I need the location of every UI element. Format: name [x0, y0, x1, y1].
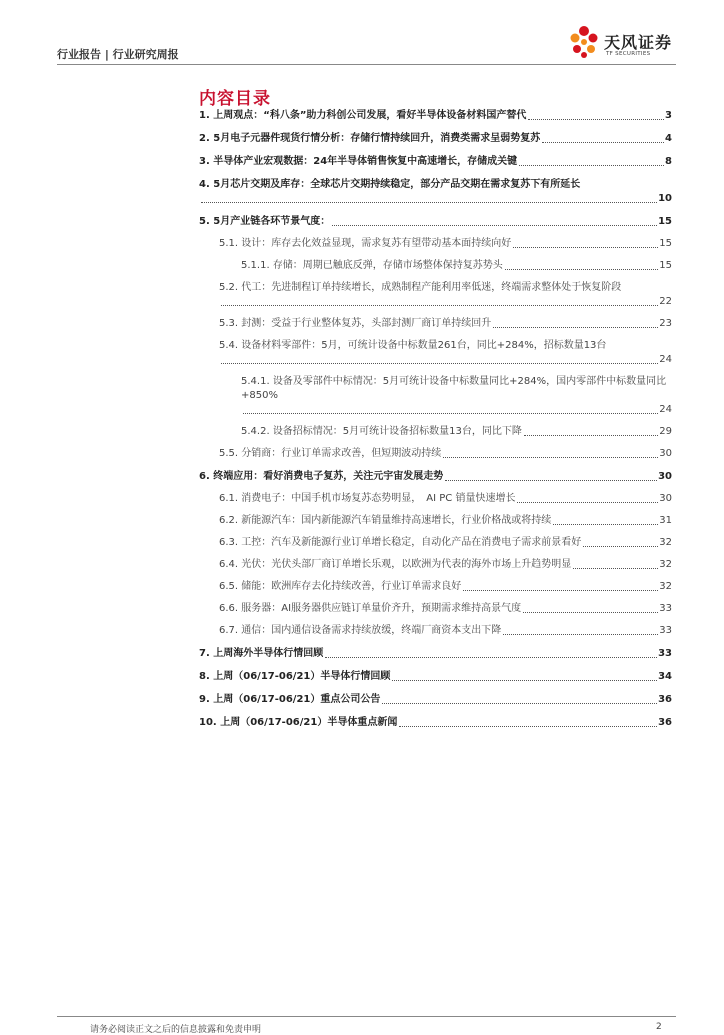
- toc-entry-page: 15: [658, 216, 672, 227]
- toc-entry-title: 5月芯片交期及库存：全球芯片交期持续稳定，部分产品交期在需求复苏下有所延长: [213, 179, 581, 190]
- toc-entry-title: 上周海外半导体行情回顾: [213, 648, 324, 659]
- toc-entry-title: 半导体产业宏观数据：24年半导体销售恢复中高速增长，存储成关键: [213, 156, 518, 167]
- toc-entry-title: 存储：周期已触底反弹，存储市场整体保持复苏势头: [272, 260, 503, 271]
- toc-entry-number: 10.: [199, 717, 217, 728]
- toc-entry-number: 5.4.2.: [241, 426, 270, 437]
- toc-entry[interactable]: [199, 624, 672, 638]
- toc-entry-number: 5.2.: [219, 282, 239, 293]
- toc-entry-page: 30: [658, 471, 672, 482]
- toc-entry-title: 上周（06/17-06/21）半导体重点新闻: [220, 717, 398, 728]
- toc-dot-leader: [542, 142, 664, 143]
- toc-dot-leader: [528, 119, 664, 120]
- toc-entry-page: 8: [665, 156, 672, 167]
- toc-dot-leader: [503, 634, 658, 635]
- toc-dot-leader: [443, 457, 658, 458]
- toc-entry-page: 36: [658, 717, 672, 728]
- toc-entry-page: 22: [659, 296, 672, 307]
- toc-entry-number: 6.2.: [219, 515, 239, 526]
- toc-entry-page: 32: [659, 537, 672, 548]
- toc-entry-number: 5.4.1.: [241, 376, 270, 387]
- toc-entry[interactable]: [199, 536, 672, 550]
- toc-dot-leader: [493, 327, 658, 328]
- toc-dot-leader: [463, 590, 658, 591]
- toc-entry-title: 设备材料零部件：5月，可统计设备中标数量261台，同比+284%，招标数量13台: [241, 340, 607, 351]
- toc-entry-page: 10: [658, 193, 672, 204]
- toc-dot-leader: [519, 165, 664, 166]
- toc-dot-leader: [505, 269, 658, 270]
- toc-entry[interactable]: [199, 514, 672, 528]
- toc-entry[interactable]: [199, 259, 672, 273]
- toc-dot-leader: [325, 657, 657, 658]
- footer-disclaimer: 请务必阅读正文之后的信息披露和免责申明: [90, 1025, 262, 1035]
- toc-entry-title: 储能：欧洲库存去化持续改善，行业订单需求良好: [241, 581, 462, 592]
- toc-entry-page: 33: [659, 625, 672, 636]
- toc-entry-page: 33: [659, 603, 672, 614]
- toc-dot-leader: [553, 524, 658, 525]
- toc-entry[interactable]: [199, 281, 672, 309]
- toc-entry-title: 5月产业链各环节景气度：: [213, 216, 331, 227]
- toc-entry[interactable]: [199, 602, 672, 616]
- toc-entry-page: 15: [659, 238, 672, 249]
- toc-entry[interactable]: [199, 716, 672, 730]
- toc-entry[interactable]: [199, 647, 672, 661]
- toc-entry[interactable]: [199, 109, 672, 123]
- toc-entry-number: 4.: [199, 179, 210, 190]
- toc-entry-number: 8.: [199, 671, 210, 682]
- toc-entry-page: 23: [659, 318, 672, 329]
- toc-entry-title: 新能源汽车：国内新能源汽车销量维持高速增长，行业价格战或将持续: [241, 515, 552, 526]
- toc-heading: 内容目录: [199, 89, 271, 109]
- toc-entry-page: 4: [665, 133, 672, 144]
- toc-entry-number: 9.: [199, 694, 210, 705]
- toc-entry-page: 30: [659, 448, 672, 459]
- table-of-contents: [199, 109, 672, 730]
- toc-dot-leader: [583, 546, 658, 547]
- toc-entry-number: 5.1.1.: [241, 260, 270, 271]
- toc-dot-leader: [517, 502, 658, 503]
- toc-entry-title: 设备招标情况：5月可统计设备招标数量13台，同比下降: [272, 426, 522, 437]
- toc-entry-title: 5月电子元器件现货行情分析：存储行情持续回升，消费类需求呈弱势复苏: [213, 133, 541, 144]
- toc-entry-number: 6.4.: [219, 559, 239, 570]
- toc-entry-page: 24: [659, 404, 672, 415]
- toc-entry[interactable]: [199, 132, 672, 146]
- toc-entry[interactable]: [199, 375, 672, 417]
- toc-entry-title: 通信：国内通信设备需求持续放缓，终端厂商资本支出下降: [241, 625, 502, 636]
- toc-dot-leader: [382, 703, 657, 704]
- toc-entry-title: 设计：库存去化效益显现，需求复苏有望带动基本面持续向好: [241, 238, 512, 249]
- toc-dot-leader: [524, 435, 658, 436]
- toc-entry[interactable]: [199, 339, 672, 367]
- toc-entry[interactable]: [199, 492, 672, 506]
- toc-entry-number: 7.: [199, 648, 210, 659]
- toc-entry[interactable]: [199, 447, 672, 461]
- toc-entry-number: 3.: [199, 156, 210, 167]
- toc-entry-title: 工控：汽车及新能源行业订单增长稳定，自动化产品在消费电子需求前景看好: [241, 537, 582, 548]
- toc-entry-title: 分销商：行业订单需求改善，但短期波动持续: [241, 448, 442, 459]
- toc-entry[interactable]: [199, 470, 672, 484]
- toc-entry[interactable]: [199, 215, 672, 229]
- toc-dot-leader: [445, 480, 657, 481]
- toc-entry-number: 2.: [199, 133, 210, 144]
- toc-entry-number: 6.6.: [219, 603, 239, 614]
- footer-page-number: 2: [656, 1022, 662, 1032]
- toc-entry[interactable]: [199, 317, 672, 331]
- toc-entry-page: 32: [659, 581, 672, 592]
- logo-flower-icon: [566, 24, 602, 60]
- toc-dot-leader: [221, 305, 658, 306]
- toc-entry-title: 上周观点：“科八条”助力科创公司发展，看好半导体设备材料国产替代: [213, 110, 527, 121]
- toc-entry-title: 消费电子：中国手机市场复苏态势明显， AI PC 销量快速增长: [241, 493, 516, 504]
- toc-entry-number: 5.4.: [219, 340, 239, 351]
- toc-entry-page: 32: [659, 559, 672, 570]
- toc-entry-page: 34: [658, 671, 672, 682]
- toc-entry-page: 31: [659, 515, 672, 526]
- toc-entry-number: 5.5.: [219, 448, 239, 459]
- toc-dot-leader: [523, 612, 658, 613]
- toc-entry-page: 33: [658, 648, 672, 659]
- toc-entry-title: 设备及零部件中标情况：5月可统计设备中标数量同比+284%，国内零部件中标数量同比+850%: [241, 376, 667, 401]
- toc-entry-page: 3: [665, 110, 672, 121]
- toc-dot-leader: [201, 202, 657, 203]
- toc-entry-title: 封测：受益于行业整体复苏，头部封测厂商订单持续回升: [241, 318, 492, 329]
- logo-english-name: TF SECURITIES: [606, 51, 651, 57]
- toc-entry-number: 6.7.: [219, 625, 239, 636]
- toc-entry-number: 5.: [199, 216, 210, 227]
- toc-dot-leader: [221, 363, 658, 364]
- toc-entry[interactable]: [199, 580, 672, 594]
- toc-entry-number: 6.3.: [219, 537, 239, 548]
- toc-entry-page: 30: [659, 493, 672, 504]
- header-divider: [57, 64, 676, 65]
- toc-entry[interactable]: [199, 155, 672, 169]
- toc-entry[interactable]: [199, 178, 672, 206]
- toc-entry-number: 1.: [199, 110, 210, 121]
- toc-entry-title: 代工：先进制程订单持续增长，成熟制程产能利用率低迷，终端需求整体处于恢复阶段: [241, 282, 622, 293]
- toc-dot-leader: [332, 225, 657, 226]
- toc-entry[interactable]: [199, 693, 672, 707]
- toc-entry-number: 5.3.: [219, 318, 239, 329]
- company-logo: [566, 24, 676, 62]
- logo-chinese-name: 天风证券: [604, 33, 673, 52]
- toc-dot-leader: [573, 568, 658, 569]
- toc-entry[interactable]: [199, 425, 672, 439]
- toc-entry-page: 36: [658, 694, 672, 705]
- toc-entry-number: 6.1.: [219, 493, 239, 504]
- toc-entry[interactable]: [199, 237, 672, 251]
- report-type-label: 行业报告 | 行业研究周报: [57, 48, 179, 61]
- toc-entry[interactable]: [199, 558, 672, 572]
- toc-entry-title: 上周（06/17-06/21）重点公司公告: [213, 694, 381, 705]
- toc-dot-leader: [513, 247, 658, 248]
- toc-entry-number: 6.: [199, 471, 210, 482]
- toc-entry-page: 15: [659, 260, 672, 271]
- toc-dot-leader: [399, 726, 657, 727]
- toc-entry[interactable]: [199, 670, 672, 684]
- toc-dot-leader: [392, 680, 657, 681]
- toc-entry-page: 29: [659, 426, 672, 437]
- toc-entry-title: 光伏：光伏头部厂商订单增长乐观，以欧洲为代表的海外市场上升趋势明显: [241, 559, 572, 570]
- toc-entry-title: 终端应用：看好消费电子复苏，关注元宇宙发展走势: [213, 471, 444, 482]
- toc-entry-title: 服务器：AI服务器供应链订单量价齐升，预期需求维持高景气度: [241, 603, 522, 614]
- toc-entry-page: 24: [659, 354, 672, 365]
- toc-entry-title: 上周（06/17-06/21）半导体行情回顾: [213, 671, 391, 682]
- toc-entry-number: 5.1.: [219, 238, 239, 249]
- footer-divider: [57, 1016, 676, 1017]
- toc-dot-leader: [243, 413, 658, 414]
- toc-entry-number: 6.5.: [219, 581, 239, 592]
